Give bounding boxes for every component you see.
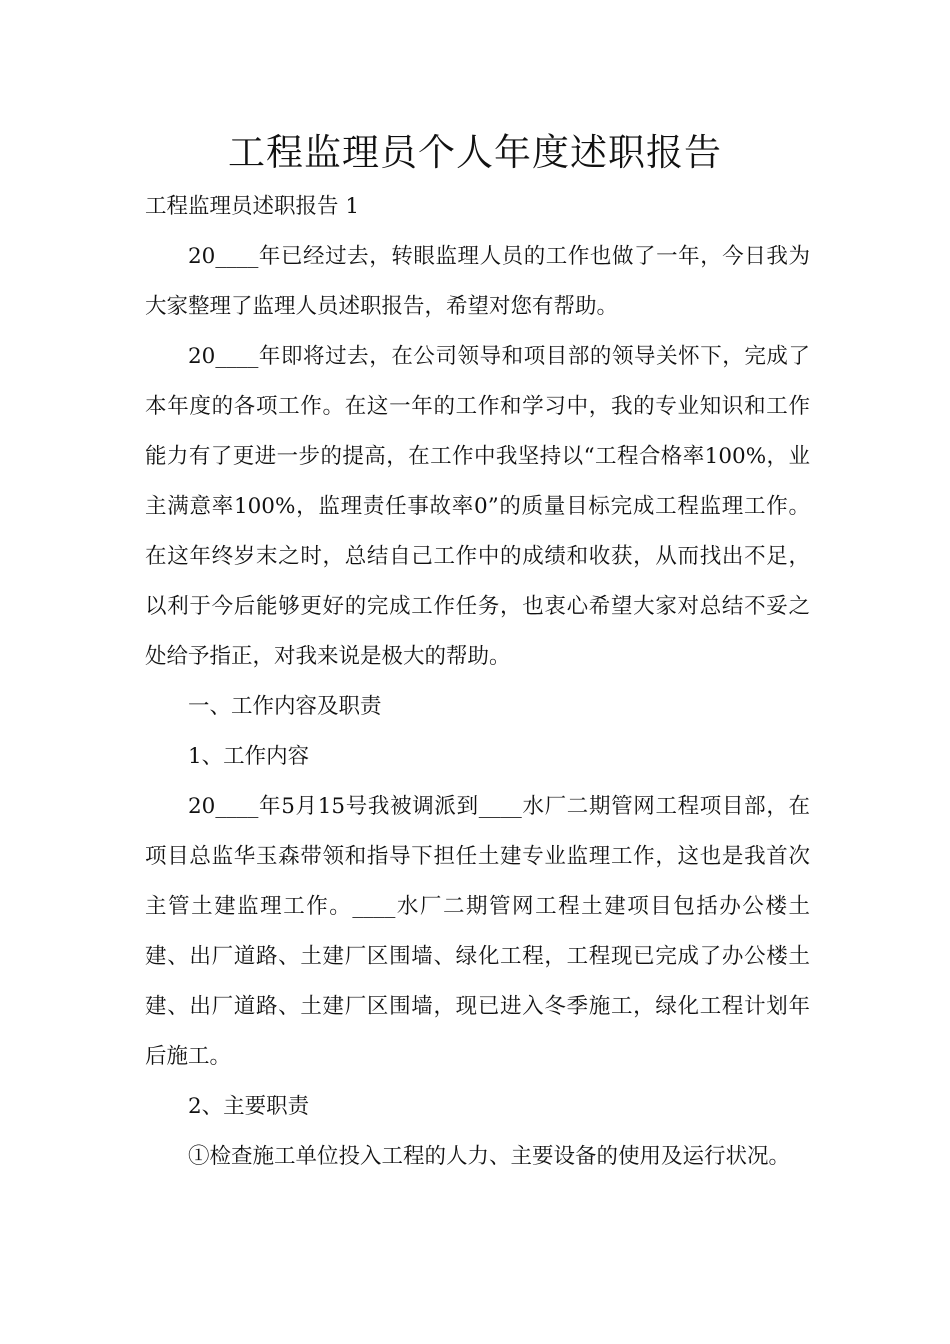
paragraph-intro: 20____年已经过去，转眼监理人员的工作也做了一年，今日我为大家整理了监理人员述职报告，希望对您有帮助。: [145, 244, 810, 319]
paragraph-duty-1: ①检查施工单位投入工程的人力、主要设备的使用及运行状况。: [188, 1144, 791, 1169]
paragraph-summary: 20____年即将过去，在公司领导和项目部的领导关怀下，完成了本年度的各项工作。在这一年的工作和学习中，我的专业知识和工作能力有了更进一步的提高，在工作中我坚持以“工程合格率100%，业主满意率100%，监理责任事故率0”的质量目标完成工程监理工作。在这年终岁末之时，总结自己工作中的成绩和收获，从而找出不足，以利于今后能够更好的完成工作任务，也衷心希望大家对总结不妥之处给予指正，对我来说是极大的帮助。: [145, 344, 810, 669]
section-subtitle: 工程监理员述职报告 1: [145, 194, 360, 219]
heading-work-content-and-duties: 一、工作内容及职责: [188, 694, 382, 719]
document-title: 工程监理员个人年度述职报告: [228, 131, 722, 174]
heading-work-content: 1、工作内容: [188, 744, 310, 769]
paragraph-work-content: 20____年5月15号我被调派到____水厂二期管网工程项目部，在项目总监华玉森带领和指导下担任土建专业监理工作，这也是我首次主管土建监理工作。____水厂二期管网工程土建项目包括办公楼土建、出厂道路、土建厂区围墙、绿化工程，工程现已完成了办公楼土建、出厂道路、土建厂区围墙，现已进入冬季施工，绿化工程计划年后施工。: [145, 794, 810, 1069]
heading-main-duties: 2、主要职责: [188, 1094, 310, 1119]
document-body: [145, 182, 810, 1182]
